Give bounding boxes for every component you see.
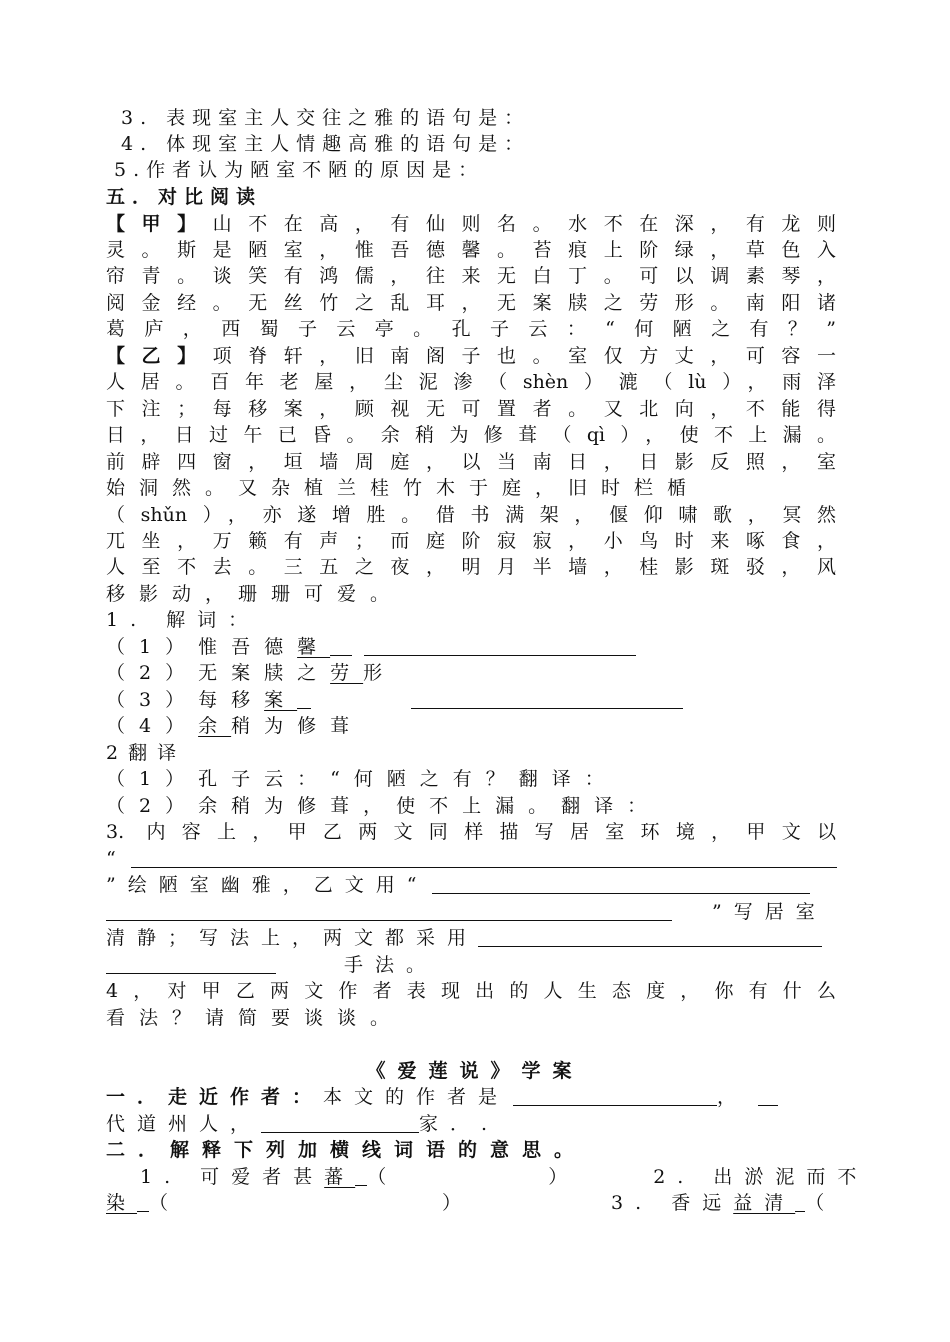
q1-item-3: （3）每移案 [106,687,836,713]
underline-gap [137,1193,149,1212]
answer-blank[interactable] [478,928,822,947]
jia-label: 【甲】 [106,213,213,235]
q4-line-1: 4，对甲乙两文作者表现出的人生态度，你有什么 [106,980,836,1002]
answer-blank[interactable] [432,875,810,894]
q1-title: 1. 解词： [106,609,260,631]
q2-title: 2翻译 [106,742,187,764]
underlined-word: 蕃 [324,1166,356,1188]
underline-gap [355,1167,367,1186]
q3-line-6: 手法。 [106,952,866,978]
dynasty-blank[interactable] [758,1087,778,1106]
ailian-items-line-1: 1. 可爱者甚蕃 （ ） 2. 出淤泥而不 [140,1166,869,1188]
jia-line-1: 【甲】山不在高，有仙则名。水不在深，有龙则 [106,213,836,235]
yi-line-6: 始洞然。又杂植兰桂竹木于庭，旧时栏楯 [106,477,701,499]
q1-item-4: （4）余稍为修葺 [106,715,364,737]
yi-line-9: 人至不去。三五之夜，明月半墙，桂影斑驳，风 [106,556,836,578]
yi-line-8: 兀坐，万籁有声；而庭阶寂寂，小鸟时来啄食， [106,530,836,552]
yi-line-3: 下注；每移案，顾视无可置者。又北向，不能得 [106,398,836,420]
ailian-title: 《爱莲说》学案 [366,1060,584,1082]
q3-line-5: 清静；写法上，两文都采用 [106,925,866,951]
ailian-section-2-heading: 二．解释下列加横线词语的意思。 [106,1139,587,1161]
q1-item-1: （1）惟吾德馨 [106,634,836,660]
answer-blank[interactable] [106,955,276,974]
q3-line-3: ”绘陋室幽雅，乙文用“ [106,872,866,898]
answer-blank[interactable] [131,849,837,868]
yi-line-4: 日，日过午已昏。余稍为修葺（qì），使不上漏。 [106,424,836,446]
underline-gap [297,690,311,709]
underlined-word: 案 [264,689,298,711]
yi-label: 【乙】 [106,345,213,367]
q3-line-1: 3. 内容上，甲乙两文同样描写居室环境，甲文以 [106,821,836,843]
q4-line-2: 看法？请简要谈谈。 [106,1007,404,1029]
question-3-top: 3. 表现室主人交往之雅的语句是： [121,107,531,129]
q3-line-2: “ [106,846,866,872]
q3-line-4: ”写居室 [106,899,866,925]
question-5-top: 5.作者认为陋室不陋的原因是： [114,159,485,181]
underlined-word: 染 [106,1192,138,1214]
q2-item-2: （2）余稍为修葺，使不上漏。翻译： [106,795,661,817]
yi-line-5: 前辟四窗，垣墙周庭，以当南日，日影反照，室 [106,451,836,473]
q1-item-2: （2）无案牍之劳形 [106,662,397,684]
yi-line-7: （shǔn），亦遂增胜。借书满架，偃仰啸歌，冥然 [106,504,836,526]
answer-blank[interactable] [411,690,683,709]
answer-blank[interactable] [106,902,672,921]
yi-line-2: 人居。百年老屋，尘泥渗（shèn）漉（lù），雨泽 [106,371,836,393]
ailian-items-line-2: 染 （ ） 3. 香远益清 （ [106,1192,837,1214]
underlined-word: 馨 [297,636,331,658]
question-4-top: 4. 体现室主人情趣高雅的语句是： [121,133,531,155]
answer-blank[interactable] [364,637,636,656]
yi-line-10: 移影动，珊珊可爱。 [106,583,404,605]
jia-line-4: 阅金经。无丝竹之乱耳，无案牍之劳形。南阳诸 [106,292,836,314]
underlined-word: 余 [198,715,232,737]
q2-item-1: （1）孔子云：“何陋之有？翻译： [106,768,618,790]
underlined-word: 劳 [330,662,364,684]
underline-gap [795,1193,805,1212]
jia-line-3: 帘青。谈笑有鸿儒，往来无白丁。可以调素琴， [106,265,836,287]
jia-line-2: 灵。斯是陋室，惟吾德馨。苔痕上阶绿，草色入 [106,239,836,261]
ailian-section-1-line-1: 一．走近作者：本文的作者是 ， [106,1084,866,1110]
section-5-heading: 五．对比阅读 [106,186,263,208]
identity-blank[interactable] [261,1114,419,1133]
yi-line-1: 【乙】项脊轩，旧南阁子也。室仅方丈，可容一 [106,345,836,367]
underlined-word: 益清 [733,1192,796,1214]
author-blank[interactable] [513,1087,717,1106]
ailian-section-1-line-2: 代道州人， 家．. [106,1113,500,1135]
jia-line-5: 葛庐，西蜀子云亭。孔子云：“何陋之有？” [106,318,836,340]
underline-gap [330,637,352,656]
section-1-label: 一．走近作者： [106,1086,324,1108]
